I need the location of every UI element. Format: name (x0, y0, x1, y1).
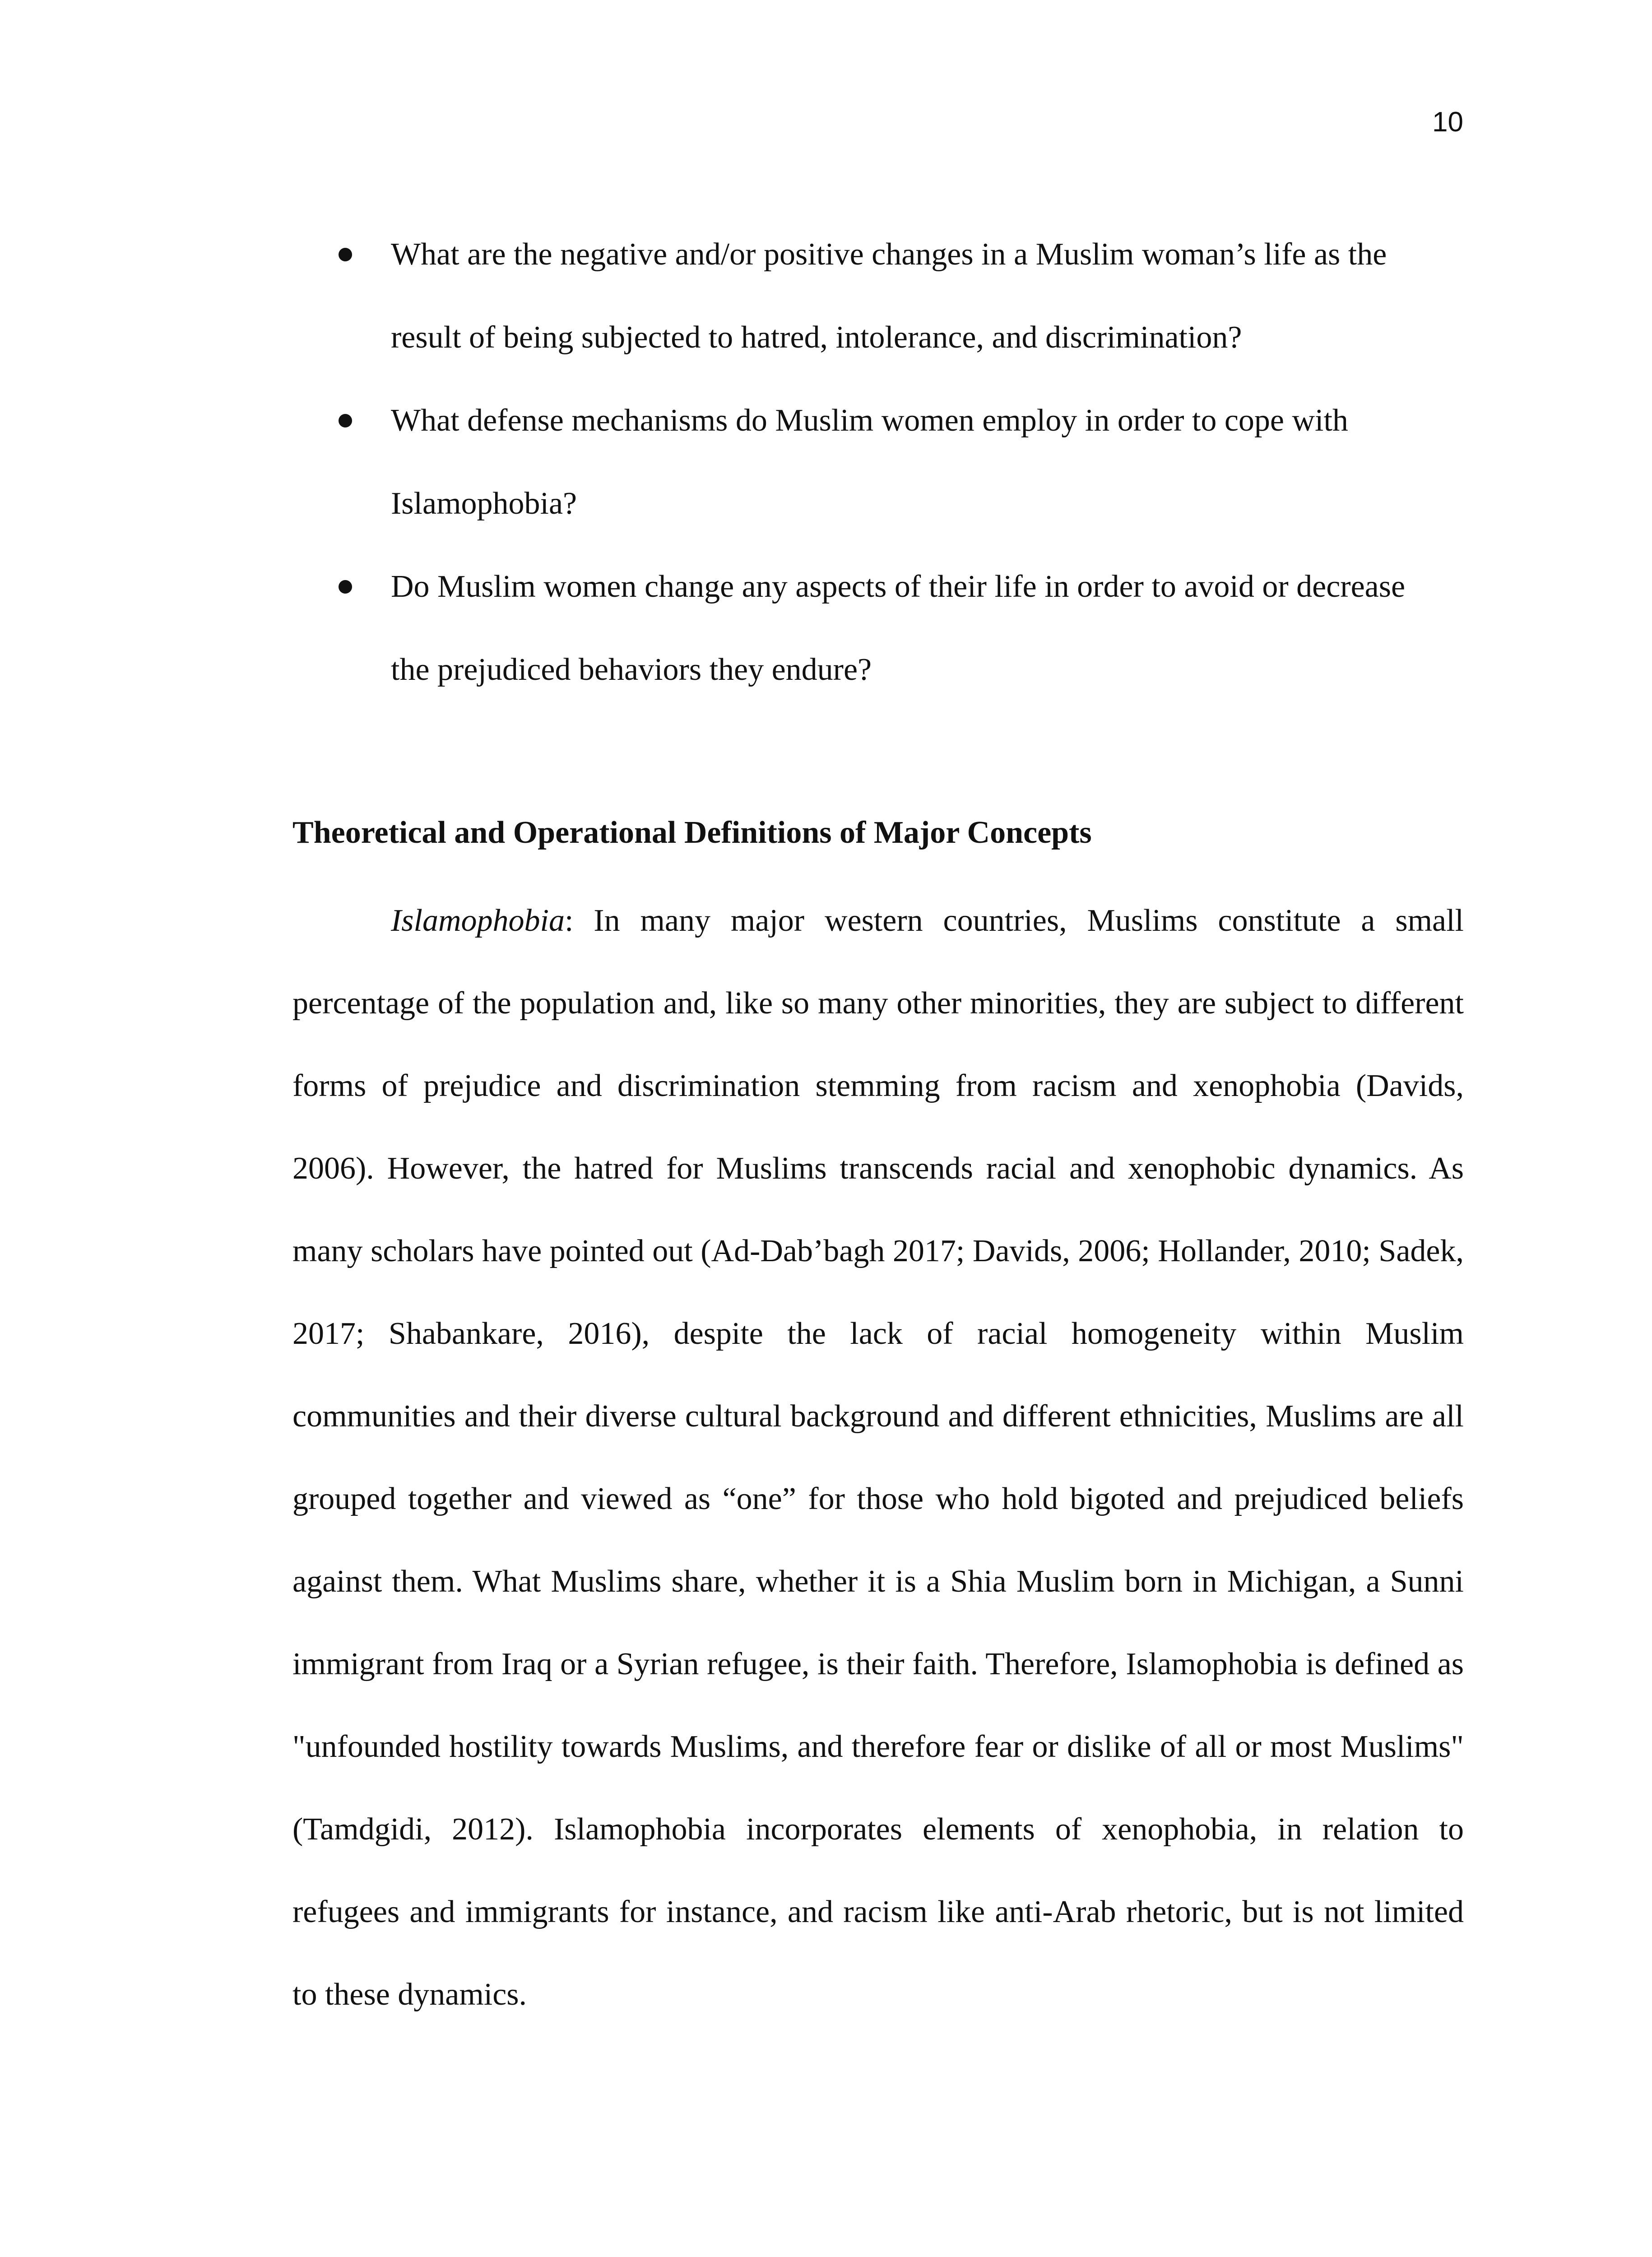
defined-term: Islamophobia (391, 903, 565, 938)
list-item (339, 213, 1449, 379)
question-text: What are the negative and/or positive changes in a Muslim woman’s life as the result of being subjected to hatred, intolerance, and discrimination? (391, 237, 1387, 355)
definition-paragraph (292, 879, 1464, 2036)
research-questions-list (339, 213, 1449, 711)
question-text: What defense mechanisms do Muslim women employ in order to cope with Islamophobia? (391, 403, 1348, 521)
definition-text: : In many major western countries, Muslims constitute a small percentage of the population and, like so many other minorities, they are subject to different forms of prejudice and discrimination stemming from racism and xenophobia (Davids, 2006). However, the hatred for Muslims transcends racial and xenophobic dynamics. As many scholars have pointed out (Ad-Dab’bagh 2017; Davids, 2006; Hollander, 2010; Sadek, 2017; Shabankare, 2016), despite the lack of racial homogeneity within Muslim communities and their diverse cultural background and different ethnicities, Muslims are all grouped together and viewed as “one” for those who hold bigoted and prejudiced beliefs against them. What Muslims share, whether it is a Shia Muslim born in Michigan, a Sunni immigrant from Iraq or a Syrian refugee, is their faith. Therefore, Islamophobia is defined as "unfounded hostility towards Muslims, and therefore fear or dislike of all or most Muslims" (Tamdgidi, 2012). Islamophobia incorporates elements of xenophobia, in relation to refugees and immigrants for instance, and racism like anti-Arab rhetoric, but is not limited to these dynamics. (292, 903, 1464, 2012)
list-item (339, 545, 1449, 711)
list-item (339, 379, 1449, 545)
question-text: Do Muslim women change any aspects of their life in order to avoid or decrease the prejudiced behaviors they endure? (391, 569, 1406, 687)
page-number: 10 (1432, 107, 1463, 138)
bullet-icon (339, 248, 352, 261)
section-heading: Theoretical and Operational Definitions of Major Concepts (292, 815, 1092, 850)
bullet-icon (339, 414, 352, 427)
bullet-icon (339, 580, 352, 594)
